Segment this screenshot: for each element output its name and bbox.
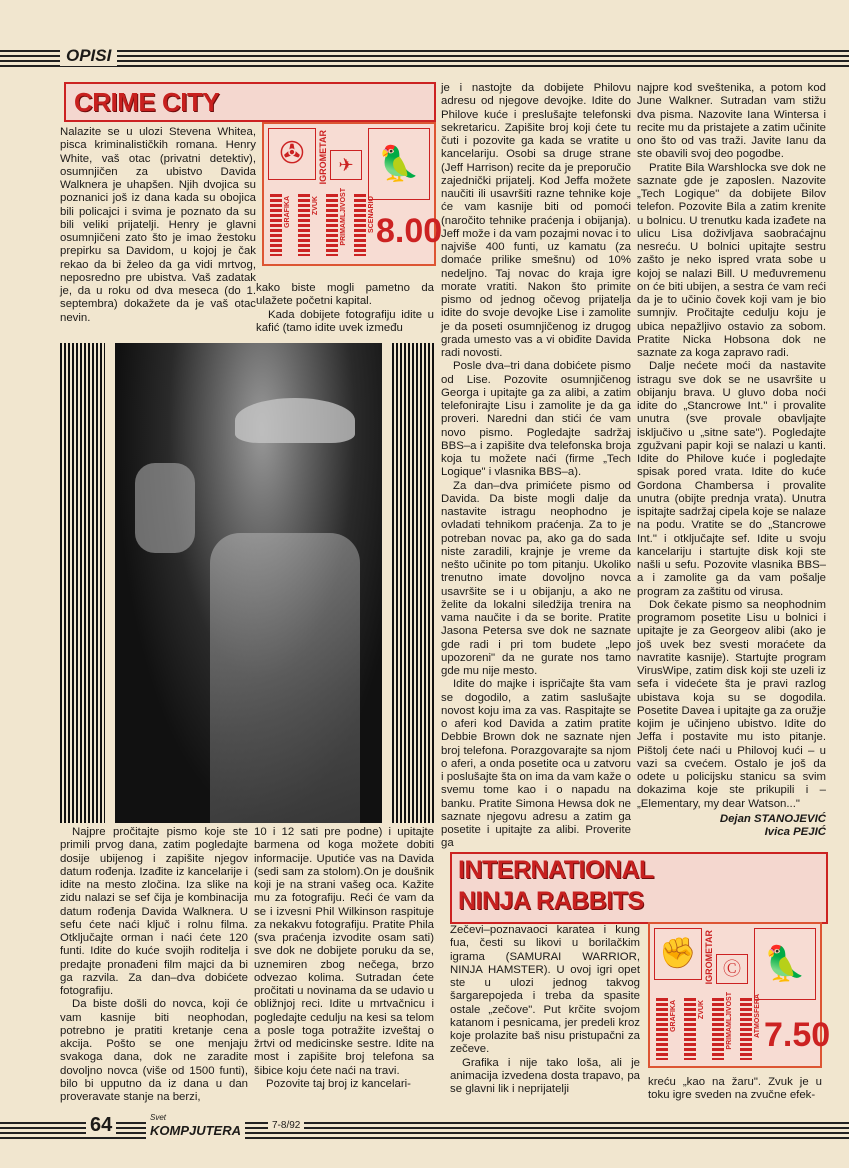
ninja-criterion-atmosphere: ATMOSFERA (754, 994, 761, 1038)
bottom-col2-p1: 10 i 12 sati pre podne) i upitajte barmena od koga možete dobiti informacije. Uputiće vas na Davida (sedi sam za stolom).On je doušnik koji je na strani vašeg oca. Kažite mu za fotografiju. Reći će vam da se i izvesni Phil Wilkinson raspituje za nekakvu fotografiju. Pratite Phila (sva praćenja izvodite osam sati) sve dok ne dobijete poruku da se, uznemiren zbog nečega, brzo odvezao kolima. Sutradan ćete pročitati u novinama da se udavio u obližnjoj reci. Idite u mrtvačnicu i pogledajte cedulju na kesi sa telom a posle toga potražite izveštaj o žrtvi od medicinske sestre. Idite na most i zapišite broj telefona sa šibice koju ćete naći na travi. (254, 826, 434, 1077)
right-bars (392, 343, 434, 823)
column-4 (637, 82, 826, 839)
ninja-text-2: Grafika i nije tako loša, ali je animacija izvedena dosta trapavo, pa se glavni lik i neprijatelji (450, 1056, 640, 1095)
fist-icon: ✊ (654, 928, 702, 980)
col3-p2: Posle dva–tri dana dobićete pismo od Lise. Pozovite osumnjičenog Georga i upitajte ga za alibi, a zatim telefonirajte Lisu i zamolite je da ga proveri. Naredni dan stići će vam novo pismo. Pogledajte sadržaj BBS–a i zapišite dva telefonska broja koja tu možete naći (firme „Tech Logique" i vlasnika BBS–a). (441, 360, 631, 479)
author-1: Dejan STANOJEVIĆ (719, 812, 826, 825)
hat-shape (235, 398, 355, 443)
criterion-graphics: GRAFIKA (284, 196, 291, 228)
bottom-column-1 (60, 826, 248, 1104)
col3-p3: Za dan–dva primićete pismo od Davida. Da biste mogli dalje da nastavite istragu neophodno je ovladati tehnikom praćenja. Za to je potreban novac pa, ako ga do sada niste zaradili, krajnje je vreme da nešto učinite po tom pitanju. Ukoliko trenutno imate dovoljno novca usavršite se i u obijanju, a ako ne želite da lokalni siledžija trenira na vama naučite i da se borite. Pratite Jasona Petersa sve dok ne saznate gde radi i pri tom budete „lepo upozoreni" da ne gurate nos tamo gde mu nije mesto. (441, 479, 631, 677)
ninja-text-right (648, 1076, 822, 1103)
ninja-criterion-graphics: GRAFIKA (670, 1000, 677, 1032)
rating-score: 8.00 (376, 212, 443, 250)
crime-city-title: CRIME CITY (74, 87, 220, 117)
magazine-name: KOMPJUTERA (150, 1123, 242, 1138)
ninja-text-column (450, 924, 640, 1096)
issue-number: 7-8/92 (268, 1120, 304, 1131)
gun-hand (135, 463, 195, 553)
amiga-logo-icon: ✈ (330, 150, 362, 180)
bottom-col2-p2: Pozovite taj broj iz kancelari- (266, 1077, 411, 1090)
ninja-text-3: kreću „kao na žaru". Zvuk je u toku igre sveden na zvučne efek- (648, 1076, 822, 1102)
ninja-rating-score: 7.50 (764, 1016, 831, 1054)
ninja-title-box (450, 852, 828, 924)
author-2: Ivica PEJIĆ (764, 826, 826, 838)
cutlery-icon: ✇ (268, 128, 316, 180)
header-bar (0, 46, 849, 70)
magazine-logo (146, 1114, 245, 1140)
bottom-col1-p1: Najpre pročitajte pismo koje ste primili prvog dana, zatim pogledajte dosije ubijenog i zapišite njegov datum rođenja. Izađite iz kancelarije i idite na mesto zločina. Iza slike na zidu nalazi se sef čija je kombinacija datum rođenja Davida Walknera. U sefu ćete naći ključ i rolnu filma. Otključajte orman i naći ćete 120 funti. Idite do kuće svojih roditelja i predajte pronađeni film majci da bi ga razvila. Za dan–dva dobićete fotografiju. (60, 826, 248, 997)
crime-city-title-box (64, 82, 436, 122)
commodore-logo-icon: Ⓒ (716, 954, 748, 984)
magazine-small: Svet (150, 1113, 167, 1122)
criterion-scenario: SCENARIO (368, 196, 375, 233)
criterion-appeal: PRIMAMLJIVOST (340, 188, 347, 246)
ninja-text-1: Zečevi–poznavaoci karatea i kung fua, česti su likovi u borilačkim igrama (SAMURAI WARRIOR, NINJA HAMSTER). U ovoj igri opet ste u ulozi jednog takvog šargarepojeda i treba da spasite ostale „zečove". Put krčite svojom katanom i pesnicama, jer predeli kroz koje prolazite baš nisu pristupačni za zečeve. (450, 924, 640, 1056)
col3-p4: Idite do majke i ispričajte šta vam se dogodilo, a zatim saslušajte novost koju ima za vas. Raspitajte se o aferi kod Davida a zatim pratite Debbie Brown dok ne saznate njen broj telefona. Porazgovarajte sa njom o aferi, a onda posetite oca u zatvoru i poslušajte šta on ima da vam kaže o svemu tome kao i o napadu na banku. Pratite Simona Hewsa dok ne saznate njegovu adresu a zatim ga posetite i upitajte za alibi. Proverite ga (441, 678, 631, 850)
parrot-mascot-icon: 🦜 (754, 928, 816, 1000)
column-3 (441, 82, 631, 851)
col4-p3: Dalje nećete moći da nastavite istragu sve dok se ne usavršite u obijanju brava. U gluvo doba noći idite do „Stancrowe Int." i provalite unutra (sve provale obavljajte isključivo u „sitne sate"). Pogledajte zgužvani papir koji se nalazi u kanti. Idite do Philove kuće i pogledajte spisak pored vrata. Idite do kuće Gordona Chambersa i provalite unutra (obijte prednja vrata). Unutra ispitajte sadržaj cipela koje se nalaze na podu. Vratite se do „Stancrowe Int." i otključajte sef. Idite u svoju kancelariju i startujte disk koji ste našli u sefu. Pozovite vlasnika BBS–a i zamolite ga da vam pošalje program za zaštitu od virusa. (637, 360, 826, 598)
parrot-mascot-icon: 🦜 (368, 128, 430, 200)
intro-text: Nalazite se u ulozi Stevena Whitea, pisca kriminalističkih romana. Henry White, vaš otac (privatni detektiv), osumnjičen za ubistvo Davida Walknera je uhapšen. Njih dvojica su poznanici još iz dana kada su obojica bili policajci i svima je poznato da su bili veliki prijatelji. Henry je glavni osumnjičeni zato što je imao žestoku prepirku sa Davidom, u kojoj je čak rekao da bi želeo da ga vidi mrtvog, neposredno pre ubistva. Vaš zadatak je, da u roku od dva meseca (do 1. septembra) dokažete da je vaš otac nevin. (60, 126, 256, 324)
page-number: 64 (86, 1114, 116, 1137)
crime-city-rating-box (262, 122, 443, 266)
intro-column (60, 126, 256, 325)
col3-p1: je i nastojte da dobijete Philovu adresu od njegove devojke. Idite do Philove kuće i preslušajte telefonski sekretaricu. Zapišite broj koji ćete tu čuti i pozovite ga kada se vratite u kancelariju. Osobi sa druge strane (Jeff Harrison) recite da je preporučio zajednički prijatelj. Kod Jeffa možete naučiti ili usavršiti razne tehnike koje će vam kasnije biti od pomoći (naročito tehnike praćenja i obijanja). Jeff može i da vam pozajmi novac i to najviše 400 funti, uz kamatu (za domaće prilike smešnu) od 10% nedeljno. Taj novac do kraja igre morate vratiti. Nakon što primite pismo od jednog očevog prijatelja idite do svoje devojke Lise i zamolite je da poseti osumnjičenog iz drugog grada umesto vas a vi obiđite Davida radi novosti. (441, 82, 631, 359)
rating-label: IGROMETAR (318, 130, 328, 185)
ninja-rating-box (648, 922, 831, 1068)
col2-top (256, 282, 434, 335)
col2-top-p1: kako biste mogli pametno da ulažete početni kapital. (256, 282, 434, 308)
col4-p2: Pratite Bila Warshlocka sve dok ne saznate gde je zaposlen. Nazovite „Tech Logique" da dobijete Bilov telefon. Pozovite Bila a zatim krenite u bolnicu. U trenutku kada izađete na ulicu Lisa doživljava saobraćajnu nesreću. U bolnici upitajte sestru zašto je neko ispred vrata sobe u kojoj se nalazi Bill. U međuvremenu on će biti ubijen, a sestra će vam reći da je to učinio čovek koji vam je bio sumnjiv. Pročitajte cedulju koju je ubica nepažljivo ostavio za sobom. Pratite Nicka Hobsona dok ne saznate za koga zapravo radi. (637, 161, 826, 359)
ninja-criterion-appeal: PRIMAMLJIVOST (726, 992, 733, 1050)
coat (210, 533, 360, 823)
ninja-rating-label: IGROMETAR (704, 930, 714, 985)
bottom-column-2 (254, 826, 434, 1091)
detective-photo (115, 343, 382, 823)
section-rubric: OPISI (60, 46, 117, 66)
col4-p4: Dok čekate pismo sa neophodnim programom posetite Lisu u bolnici i upitajte je za Georgeov alibi (ako je još uvek bez svesti moraćete da navratite kasnije). Startujte program VirusWipe, zatim disk koji ste uzeli iz sefa i videćete šta je pravi razlog ubistava koja su se dogodila. Posetite Davea i upitajte ga za oružje kojim je učinjeno ubistvo. Idite do Jeffa i postavite mu isto pitanje. Pištolj ćete naći u Philovoj kući – u vazi sa cvećem. Ostalo je još da odete u policijsku stanicu sa svim dokazima koje ste prikupili i – „Elementary, my dear Watson..." (637, 598, 826, 810)
left-bars (60, 343, 105, 823)
col2-top-p2: Kada dobijete fotografiju idite u kafić (tamo idite uvek između (256, 308, 434, 334)
ninja-criterion-sound: ZVUK (698, 1000, 705, 1020)
criterion-sound: ZVUK (312, 196, 319, 216)
ninja-title-line2: NINJA RABBITS (458, 887, 644, 915)
footer-bar (0, 1118, 849, 1148)
ninja-title-line1: INTERNATIONAL (458, 856, 654, 884)
col4-p1: najpre kod sveštenika, a potom kod June Walkner. Sutradan vam stižu dva pisma. Nazovite Iana Wintersa i recite mu da pristajete a zatim učinite ono što od vas traži. Javite Ianu da ste obavili svoj deo pogodbe. (637, 82, 826, 161)
bottom-col1-p2: Da biste došli do novca, koji će vam kasnije biti neophodan, potrebno je pratiti kretanje cena akcija. Pošto se one menjaju svakoga dana, dok ne zaradite dovoljno novca (više od 1500 funti), bilo bi upputno da iz dana u dan proveravate stanje na berzi, (60, 998, 248, 1103)
